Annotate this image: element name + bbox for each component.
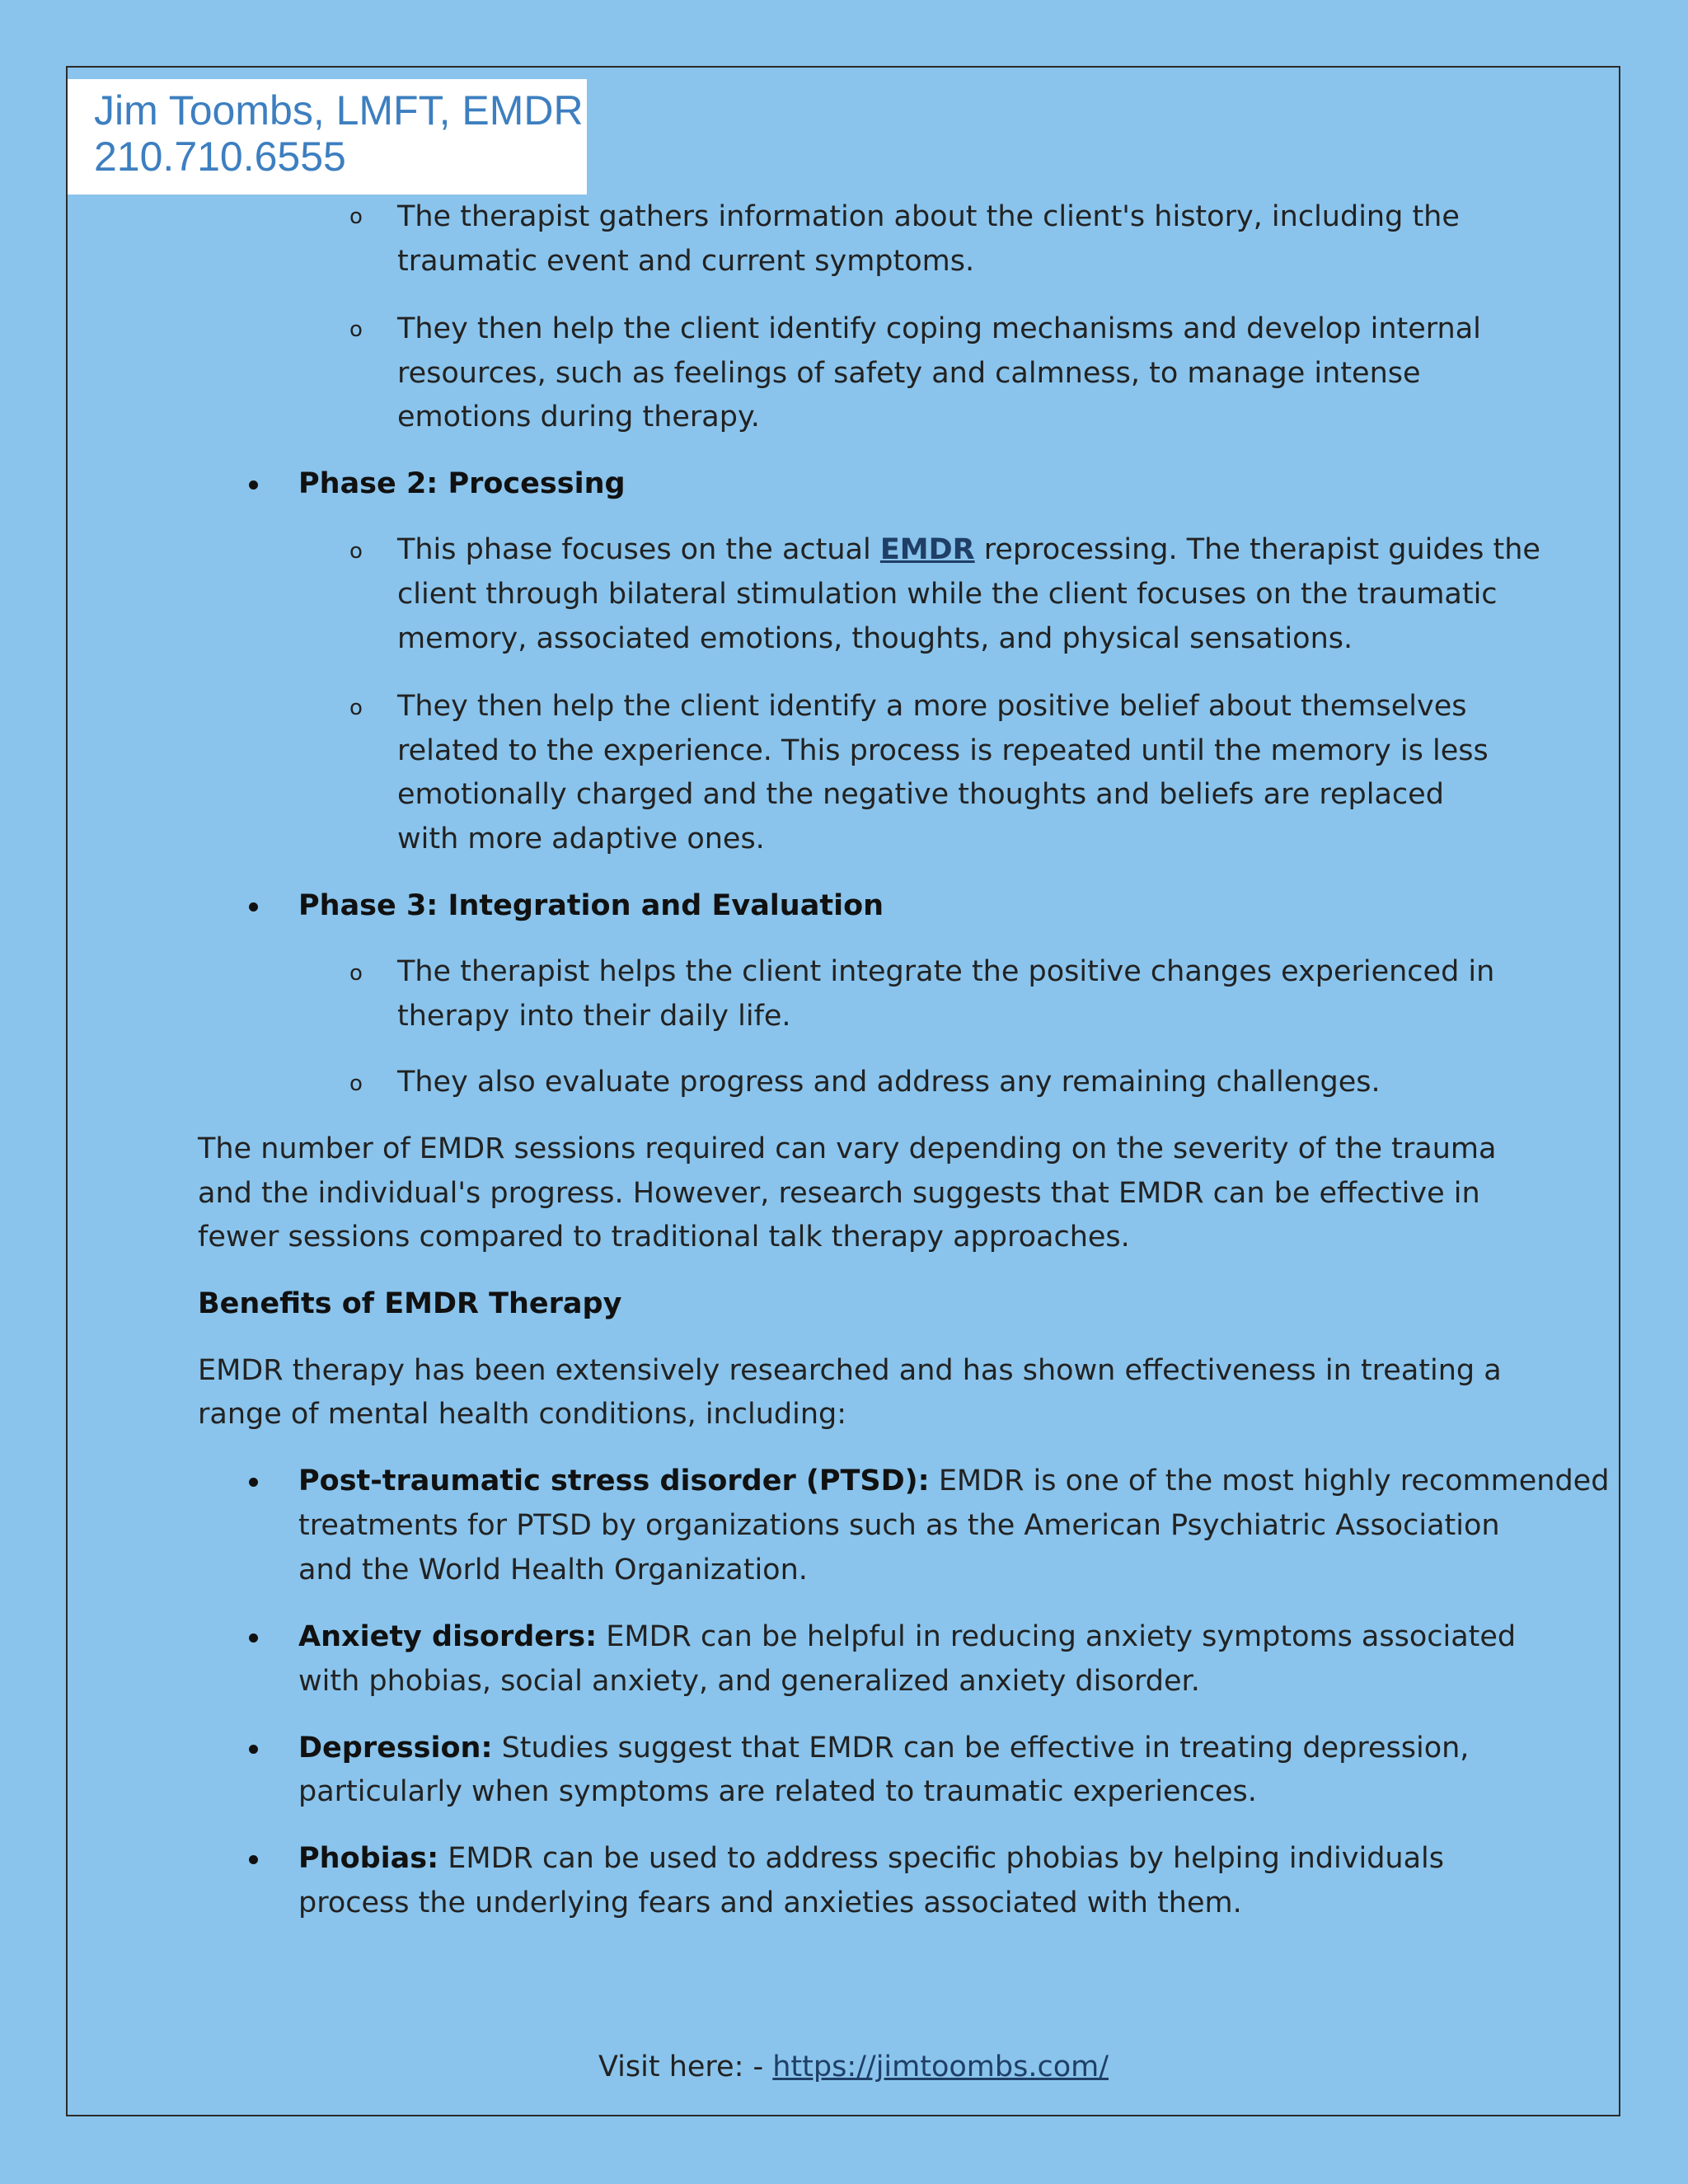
header-contact-box <box>68 79 587 194</box>
benefit-depression-line1 <box>298 1726 1469 1770</box>
bullet-dot <box>249 1633 258 1643</box>
phase3-item1-line1: The therapist helps the client integrate the positive changes experienced in <box>397 955 1495 988</box>
benefit-ptsd-label: Post-traumatic stress disorder (PTSD): <box>298 1465 930 1497</box>
therapist-name: Jim Toombs, LMFT, EMDR <box>94 87 584 134</box>
benefit-depression-line2: particularly when symptoms are related to traumatic experiences. <box>298 1775 1257 1808</box>
phase2-item1-text-cont: reprocessing. The therapist guides the <box>974 533 1540 566</box>
phase3-item1-line2: therapy into their daily life. <box>397 1000 791 1033</box>
benefit-depression-label: Depression: <box>298 1732 493 1765</box>
emdr-link[interactable]: EMDR <box>879 533 975 566</box>
benefits-heading: Benefits of EMDR Therapy <box>198 1287 622 1320</box>
phase2-item2-line3: emotionally charged and the negative thoughts and beliefs are replaced <box>397 778 1444 811</box>
phase2-item1-text: This phase focuses on the actual <box>397 533 880 566</box>
phase2-item1-line2: client through bilateral stimulation while the client focuses on the traumatic <box>397 578 1498 611</box>
phase2-item1-line3: memory, associated emotions, thoughts, and physical sensations. <box>397 622 1353 655</box>
phase2-item2-line2: related to the experience. This process is repeated until the memory is less <box>397 734 1489 767</box>
phase2-item2-line4: with more adaptive ones. <box>397 823 765 855</box>
bullet-dot <box>249 1478 258 1487</box>
benefit-anxiety-label: Anxiety disorders: <box>298 1620 598 1653</box>
benefit-anxiety-line1 <box>298 1615 1516 1659</box>
footer-prefix: Visit here: - <box>598 2050 773 2083</box>
phase1-item1-line2: traumatic event and current symptoms. <box>397 245 975 278</box>
bullet-dot <box>249 480 258 490</box>
benefits-intro-line2: range of mental health conditions, including: <box>198 1398 847 1431</box>
sessions-paragraph-line1: The number of EMDR sessions required can vary depending on the severity of the trauma <box>198 1132 1497 1165</box>
benefit-phobias-label: Phobias: <box>298 1842 439 1875</box>
sub-bullet-marker: o <box>349 1071 363 1096</box>
benefit-anxiety-line2: with phobias, social anxiety, and generalized anxiety disorder. <box>298 1665 1200 1698</box>
benefit-phobias-text: EMDR can be used to address specific phobias by helping individuals <box>438 1842 1444 1875</box>
phase2-item2-line1: They then help the client identify a more positive belief about themselves <box>397 690 1467 723</box>
sub-bullet-marker: o <box>349 961 363 986</box>
phase3-item2-line1: They also evaluate progress and address any remaining challenges. <box>397 1066 1381 1099</box>
sub-bullet-marker: o <box>349 539 363 564</box>
sessions-paragraph-line3: fewer sessions compared to traditional talk therapy approaches. <box>198 1221 1130 1254</box>
footer-visit <box>598 2045 1109 2089</box>
phase1-item2-line1: They then help the client identify coping mechanisms and develop internal <box>397 312 1481 345</box>
sub-bullet-marker: o <box>349 317 363 342</box>
benefit-depression-text: Studies suggest that EMDR can be effective in treating depression, <box>492 1732 1470 1765</box>
website-link[interactable]: https://jimtoombs.com/ <box>772 2050 1109 2083</box>
benefit-phobias-line2: process the underlying fears and anxieties associated with them. <box>298 1886 1242 1919</box>
phase1-item2-line2: resources, such as feelings of safety and calmness, to manage intense <box>397 357 1421 390</box>
sessions-paragraph-line2: and the individual's progress. However, research suggests that EMDR can be effective in <box>198 1177 1480 1210</box>
bullet-dot <box>249 902 258 912</box>
benefit-ptsd-line1 <box>298 1459 1609 1503</box>
phase2-item1-line1 <box>397 527 1540 572</box>
sub-bullet-marker: o <box>349 204 363 229</box>
phase2-title: Phase 2: Processing <box>298 467 626 500</box>
phase1-item2-line3: emotions during therapy. <box>397 401 760 434</box>
bullet-dot <box>249 1855 258 1864</box>
phase3-title: Phase 3: Integration and Evaluation <box>298 889 884 922</box>
bullet-dot <box>249 1745 258 1754</box>
phase1-item1-line1: The therapist gathers information about the client's history, including the <box>397 200 1460 233</box>
benefit-anxiety-text: EMDR can be helpful in reducing anxiety symptoms associated <box>597 1620 1517 1653</box>
benefits-intro-line1: EMDR therapy has been extensively researched and has shown effectiveness in treating a <box>198 1354 1502 1387</box>
benefit-phobias-line1 <box>298 1836 1444 1881</box>
sub-bullet-marker: o <box>349 696 363 720</box>
benefit-ptsd-line3: and the World Health Organization. <box>298 1554 808 1586</box>
therapist-phone: 210.710.6555 <box>94 134 346 180</box>
benefit-ptsd-text: EMDR is one of the most highly recommended <box>929 1465 1610 1497</box>
benefit-ptsd-line2: treatments for PTSD by organizations such as the American Psychiatric Association <box>298 1509 1500 1542</box>
